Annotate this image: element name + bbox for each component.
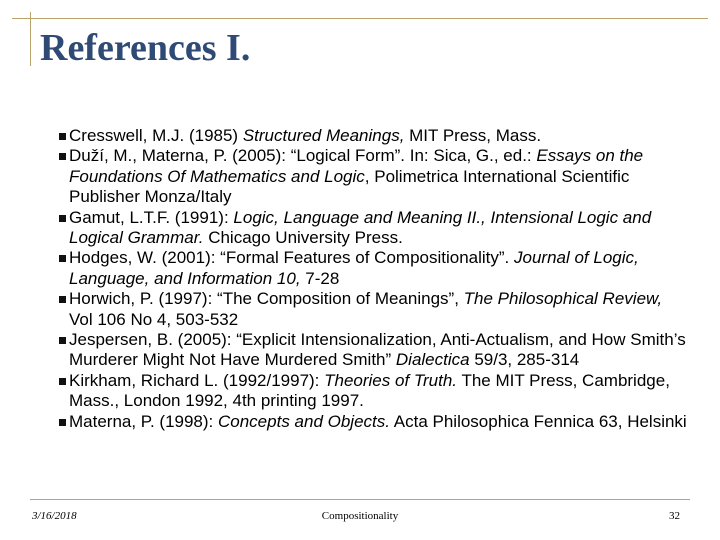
- footer-date: 3/16/2018: [32, 510, 77, 522]
- reference-text: 59/3, 285-314: [469, 350, 580, 370]
- reference-italic-text: Dialectica: [395, 350, 470, 370]
- reference-italic-text: Concepts and Objects.: [218, 411, 390, 431]
- slide-title: References I.: [40, 27, 251, 69]
- title-frame-left-line: [30, 12, 31, 66]
- reference-item: [48, 208, 688, 249]
- reference-text: Chicago University Press.: [203, 228, 403, 248]
- footer-divider: [30, 499, 690, 500]
- reference-text: Materna, P. (1998):: [69, 411, 218, 431]
- reference-text: Acta Philosophica Fennica 63, Helsinki: [389, 411, 687, 431]
- reference-item: [48, 330, 688, 371]
- square-bullet-icon: [59, 153, 66, 160]
- square-bullet-icon: [59, 419, 66, 426]
- reference-text: Cresswell, M.J. (1985): [69, 126, 243, 145]
- reference-text: Duží, M., Materna, P. (2005): “Logical Form”. In: Sica, G., ed.:: [69, 146, 537, 166]
- reference-text: The MIT Press, Cambridge, Mass., London 1992, 4th printing 1997.: [69, 370, 670, 411]
- reference-text: Jespersen, B. (2005): “Explicit Intensionalization, Anti-Actualism, and How Smith’s Murderer Might Not Have Murdered Smith”: [69, 330, 686, 370]
- title-frame-top-line: [12, 18, 708, 19]
- reference-item: [48, 371, 688, 412]
- reference-item: [48, 126, 688, 146]
- reference-item: [48, 248, 688, 289]
- page-number: 32: [669, 510, 680, 522]
- reference-text: , Polimetrica International Scientific Publisher Monza/Italy: [69, 166, 630, 207]
- square-bullet-icon: [59, 378, 66, 385]
- reference-text: 7-28: [300, 268, 340, 288]
- reference-text: MIT Press, Mass.: [404, 126, 542, 145]
- reference-italic-text: Essays on the Foundations Of Mathematics and Logic: [69, 146, 644, 186]
- reference-item: [48, 289, 688, 330]
- footer-title: Compositionality: [321, 510, 399, 522]
- square-bullet-icon: [59, 133, 66, 140]
- reference-text: Gamut, L.T.F. (1991):: [69, 207, 234, 227]
- reference-italic-text: The Philosophical Review,: [463, 289, 663, 309]
- reference-text: Vol 106 No 4, 503-532: [69, 309, 239, 329]
- reference-text: Kirkham, Richard L. (1992/1997):: [69, 370, 325, 390]
- reference-text: Horwich, P. (1997): “The Composition of Meanings”,: [69, 289, 464, 309]
- reference-italic-text: Logic, Language and Meaning II., Intensional Logic and Logical Grammar.: [69, 207, 652, 248]
- reference-italic-text: Structured Meanings,: [242, 126, 405, 145]
- reference-item: [48, 412, 688, 432]
- square-bullet-icon: [59, 255, 66, 262]
- reference-item: [48, 146, 688, 207]
- square-bullet-icon: [59, 296, 66, 303]
- reference-italic-text: Journal of Logic, Language, and Information 10,: [69, 248, 639, 288]
- square-bullet-icon: [59, 215, 66, 222]
- reference-text: Hodges, W. (2001): “Formal Features of Compositionality”.: [69, 248, 514, 268]
- square-bullet-icon: [59, 337, 66, 344]
- references-list: [48, 126, 688, 432]
- reference-italic-text: Theories of Truth.: [324, 370, 458, 390]
